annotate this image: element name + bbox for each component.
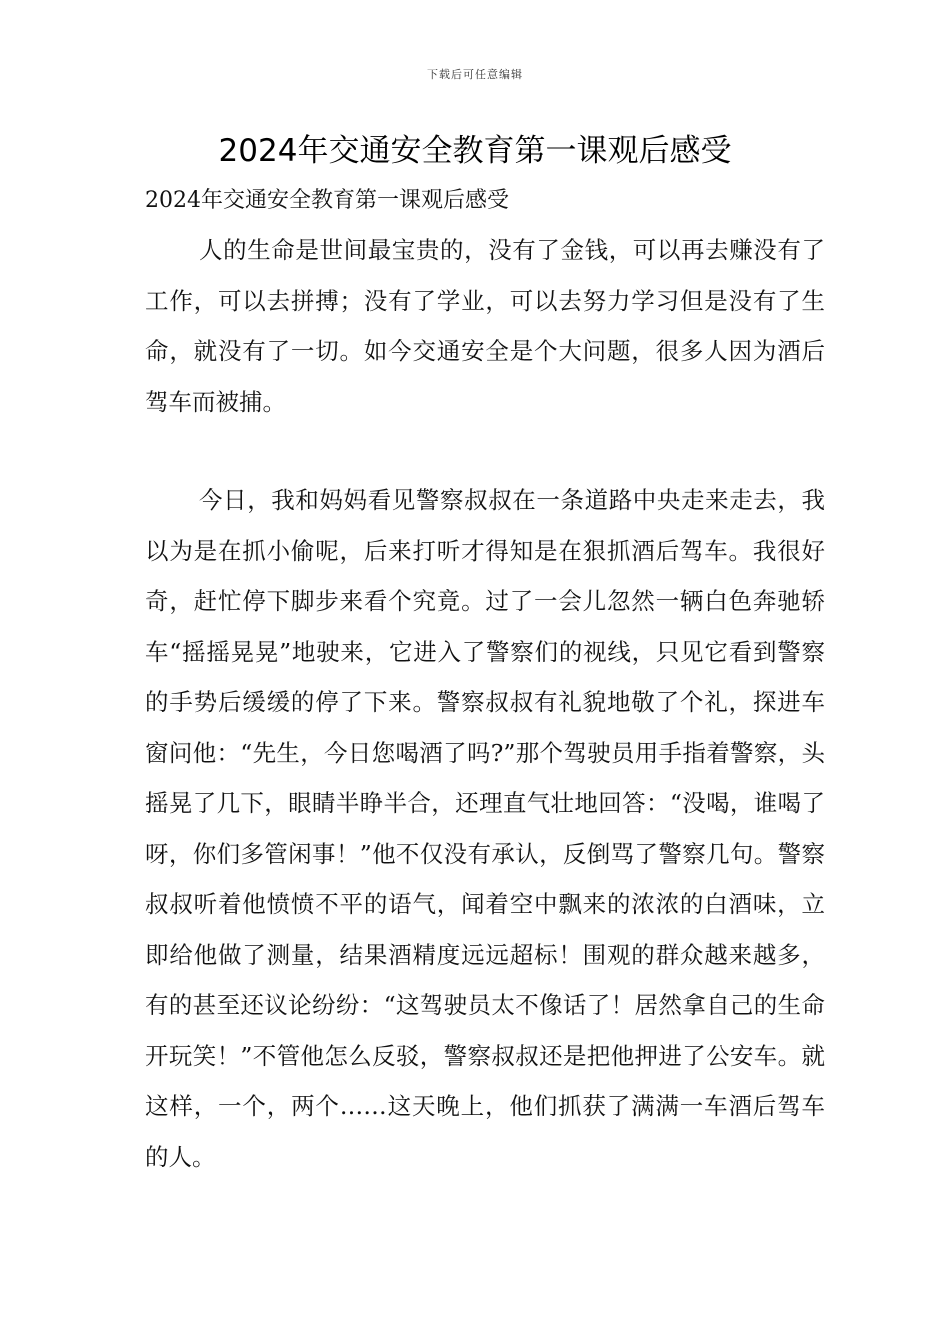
paragraph-2: 今日，我和妈妈看见警察叔叔在一条道路中央走来走去，我以为是在抓小偷呢，后来打听才得知是在狠抓酒后驾车。我很好奇，赶忙停下脚步来看个究竟。过了一会儿忽然一辆白色奔驰轿车“摇摇晃晃”地驶来，它进入了警察们的视线，只见它看到警察的手势后缓缓的停了下来。警察叔叔有礼貌地敬了个礼，探进车窗问他：“先生，今日您喝酒了吗?”那个驾驶员用手指着警察，头摇晃了几下，眼睛半睁半合，还理直气壮地回答：“没喝，谁喝了呀，你们多管闲事！”他不仅没有承认，反倒骂了警察几句。警察叔叔听着他愤愤不平的语气，闻着空中飘来的浓浓的白酒味，立即给他做了测量，结果酒精度远远超标！围观的群众越来越多，有的甚至还议论纷纷：“这驾驶员太不像话了！居然拿自己的生命开玩笑！”不管他怎么反驳，警察叔叔还是把他押进了公安车。就这样，一个，两个……这天晚上，他们抓获了满满一车酒后驾车的人。	[145, 486, 825, 1171]
header-note: 下载后可任意编辑	[427, 68, 523, 81]
paragraph-1: 人的生命是世间最宝贵的，没有了金钱，可以再去赚没有了工作，可以去拼搏；没有了学业，可以去努力学习但是没有了生命，就没有了一切。如今交通安全是个大问题，很多人因为酒后驾车而被捕。	[145, 236, 825, 416]
document-title: 2024年交通安全教育第一课观后感受	[218, 133, 732, 169]
document-subtitle: 2024年交通安全教育第一课观后感受	[145, 188, 509, 213]
